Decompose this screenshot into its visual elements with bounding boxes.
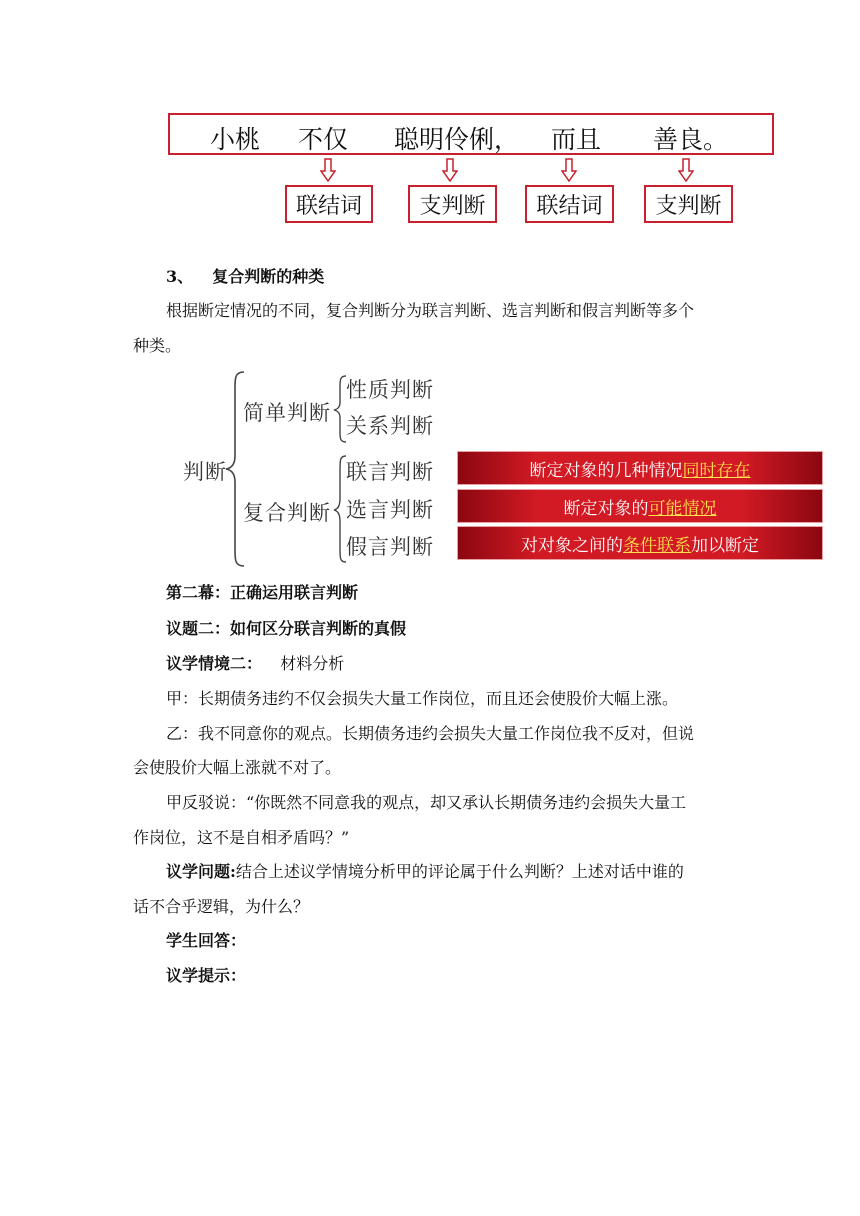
label-sub-judgment-1: 支判断 [408, 185, 497, 223]
answer-label: 学生回答： [166, 931, 247, 950]
situation-label: 议学情境二： [166, 654, 263, 673]
topic-heading: 议题二：如何区分联言判断的真假 [166, 619, 407, 638]
sentence-word-4: 而且 [551, 125, 602, 154]
box3-text: 对对象之间的 [521, 535, 623, 556]
description-box-1 [457, 451, 823, 485]
description-box-3 [457, 526, 823, 560]
dialogue-jia-2-line-1: 甲反驳说：“你既然不同意我的观点，却又承认长期债务违约会损失大量工 [166, 793, 687, 812]
sentence-word-3: 聪明伶俐， [394, 125, 520, 154]
box3-text-end: 加以断定 [691, 535, 759, 556]
compound-child-2: 选言判断 [346, 498, 434, 522]
question-line-2: 话不合乎逻辑，为什么？ [133, 897, 310, 916]
sentence-word-1: 小桃 [210, 125, 261, 154]
section-heading [166, 265, 324, 289]
simple-child-1: 性质判断 [346, 378, 434, 402]
down-arrow-icon [320, 158, 336, 182]
compound-child-3: 假言判断 [346, 535, 434, 559]
label-connective-1: 联结词 [285, 185, 373, 223]
dialogue-jia-2-line-2: 作岗位，这不是自相矛盾吗？” [133, 828, 350, 847]
dialogue-jia-1: 甲：长期债务违约不仅会损失大量工作岗位，而且还会使股价大幅上涨。 [166, 689, 679, 708]
compound-child-1: 联言判断 [346, 460, 434, 484]
label-connective-2: 联结词 [525, 185, 614, 223]
down-arrow-icon [442, 158, 458, 182]
section-number: 3、 [166, 267, 194, 286]
description-box-2 [457, 489, 823, 523]
box2-text: 断定对象的 [563, 498, 649, 519]
question-text: 结合上述议学情境分析甲的评论属于什么判断？上述对话中谁的 [235, 862, 684, 881]
root-judgment: 判断 [183, 460, 227, 484]
simple-child-2: 关系判断 [346, 414, 434, 438]
question-label: 议学问题: [166, 862, 236, 881]
label-sub-judgment-2: 支判断 [644, 185, 733, 223]
hint-label: 议学提示： [166, 966, 247, 985]
question-line-1 [166, 860, 684, 884]
down-arrow-icon [561, 158, 577, 182]
dialogue-yi-line-2: 会使股价大幅上涨就不对了。 [133, 758, 342, 777]
section-title: 复合判断的种类 [212, 267, 325, 286]
dialogue-yi-line-1: 乙：我不同意你的观点。长期债务违约会损失大量工作岗位我不反对，但说 [166, 724, 695, 743]
box2-highlight: 可能情况 [648, 498, 717, 519]
situation-line [166, 652, 344, 676]
section-paragraph-line-2: 种类。 [133, 336, 182, 355]
down-arrow-icon [678, 158, 694, 182]
sentence-word-2: 不仅 [298, 125, 349, 154]
section-paragraph-line-1: 根据断定情况的不同，复合判断分为联言判断、选言判断和假言判断等多个 [166, 301, 695, 320]
compound-judgment: 复合判断 [243, 501, 331, 525]
box1-highlight: 同时存在 [682, 460, 751, 481]
sentence-word-5: 善良。 [653, 125, 729, 154]
box3-highlight: 条件联系 [623, 535, 691, 556]
simple-judgment: 简单判断 [243, 401, 331, 425]
act-heading: 第二幕：正确运用联言判断 [166, 583, 359, 602]
situation-text: 材料分析 [280, 654, 345, 673]
box1-text: 断定对象的几种情况 [529, 460, 683, 481]
